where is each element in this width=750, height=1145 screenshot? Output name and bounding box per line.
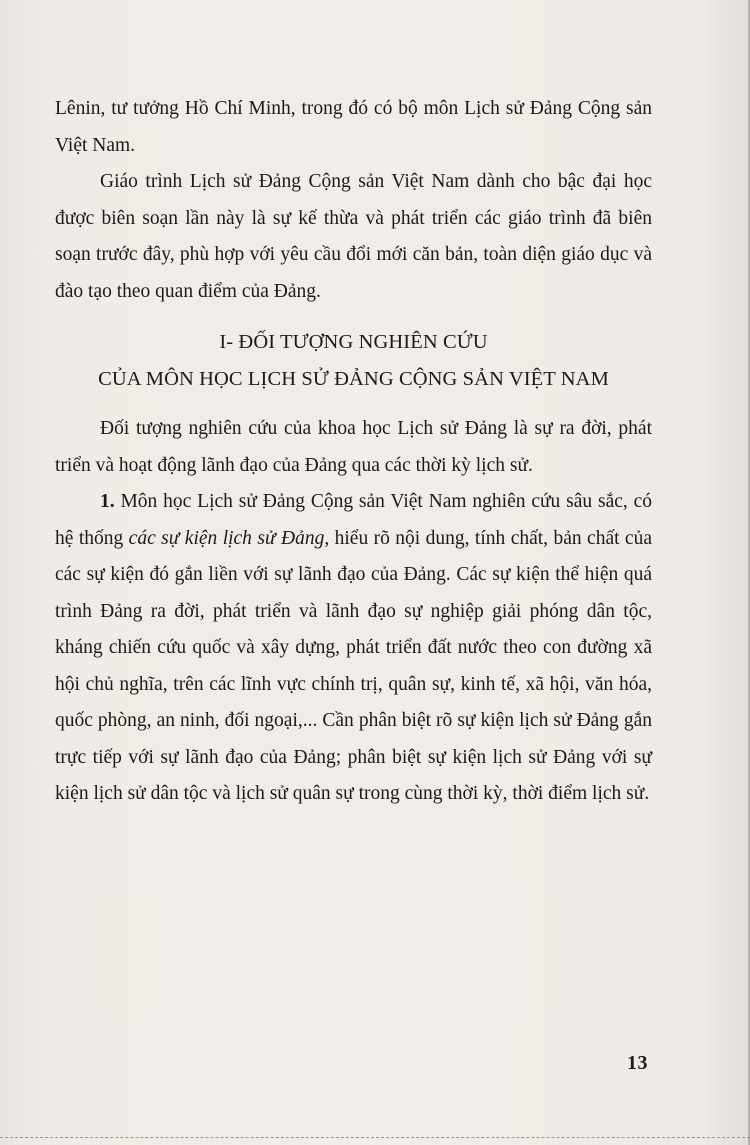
section-heading-line-1: I- ĐỐI TƯỢNG NGHIÊN CỨU: [219, 331, 488, 353]
paragraph-textbook-intro: Giáo trình Lịch sử Đảng Cộng sản Việt Nam dành cho bậc đại học được biên soạn lần này là sự kế thừa và phát triển các giáo trình đã biên soạn trước đây, phù hợp với yêu cầu đổi mới căn bản, toàn diện giáo dục và đào tạo theo quan điểm của Đảng.: [55, 171, 652, 302]
paragraph-research-object: Đối tượng nghiên cứu của khoa học Lịch sử Đảng là sự ra đời, phát triển và hoạt động lãnh đạo của Đảng qua các thời kỳ lịch sử.: [55, 418, 652, 476]
paragraph-continuation: Lênin, tư tưởng Hồ Chí Minh, trong đó có bộ môn Lịch sử Đảng Cộng sản Việt Nam.: [55, 98, 652, 156]
item-number: 1.: [100, 491, 115, 512]
page-number: 13: [627, 1052, 648, 1074]
bottom-divider: [0, 1137, 750, 1138]
item-text-after: , hiểu rõ nội dung, tính chất, bản chất của các sự kiện đó gắn liền với sự lãnh đạo của Đảng. Các sự kiện thể hiện quá trình Đảng ra đời, phát triển và lãnh đạo sự nghiệp giải phóng dân tộc, kháng chiến cứu quốc và xây dựng, phát triển đất nước theo con đường xã hội chủ nghĩa, trên các lĩnh vực chính trị, quân sự, kinh tế, xã hội, văn hóa, quốc phòng, an ninh, đối ngoại,... Cần phân biệt rõ sự kiện lịch sử Đảng gắn trực tiếp với sự lãnh đạo của Đảng; phân biệt sự kiện lịch sử Đảng với sự kiện lịch sử dân tộc và lịch sử quân sự trong cùng thời kỳ, thời điểm lịch sử.: [55, 527, 652, 804]
section-heading: [55, 324, 652, 397]
body-text: [55, 91, 652, 813]
item-italic-phrase: các sự kiện lịch sử Đảng: [128, 527, 325, 549]
item-text-before: Môn học Lịch sử Đảng Cộng sản Việt Nam nghiên cứu sâu sắc, có hệ thống: [55, 491, 652, 549]
section-heading-line-2: CỦA MÔN HỌC LỊCH SỬ ĐẢNG CỘNG SẢN VIỆT NAM: [98, 367, 609, 390]
paragraph-item-1: [55, 484, 652, 813]
